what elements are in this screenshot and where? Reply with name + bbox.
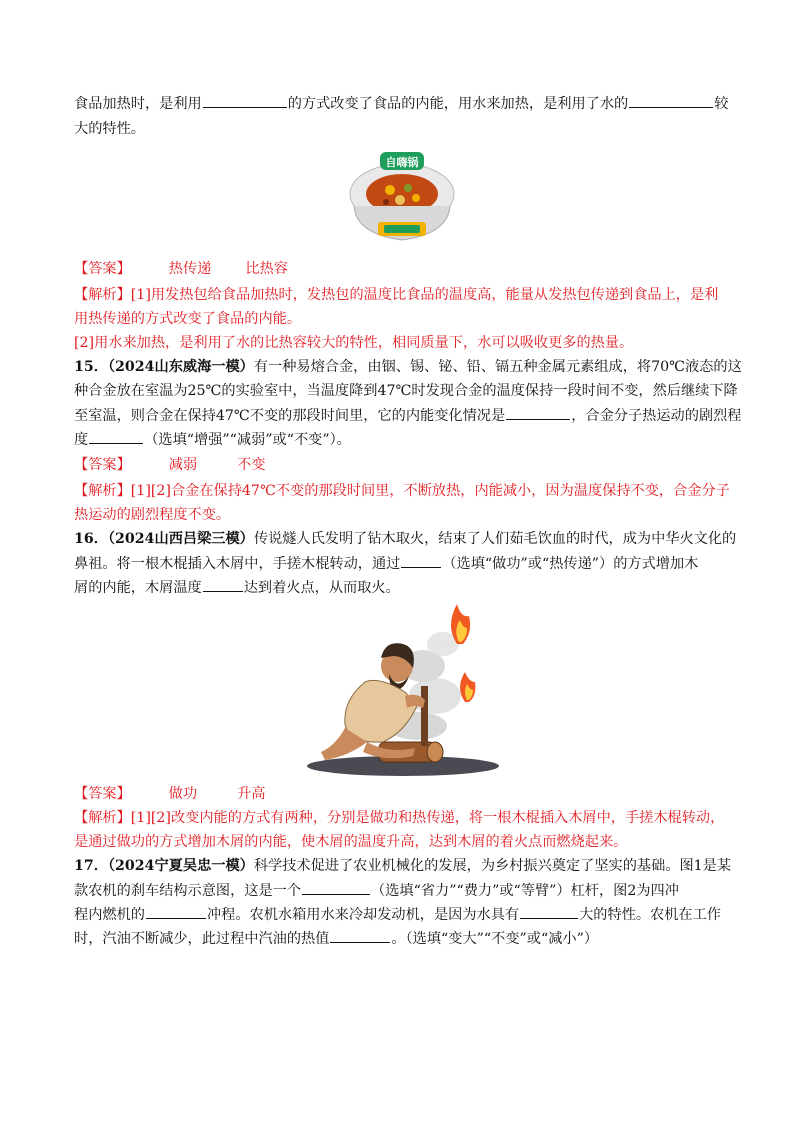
q15-text-line-2: 种合金放在室温为25℃的实验室中，当温度降到47℃时发现合金的温度保持一段时间不变，然后继续下降 bbox=[74, 383, 738, 399]
q14-text-line-1: 食品加热时，是利用 的方式改变了食品的内能，用水来加热，是利用了水的 较 bbox=[74, 93, 728, 114]
q15-explanation-2: 热运动的剧烈程度不变。 bbox=[74, 507, 231, 523]
answer-blank bbox=[146, 904, 206, 919]
self-heating-bowl-image bbox=[348, 150, 456, 246]
q15-explanation-1: 【解析】[1][2]合金在保持47℃不变的那段时间里，不断放热，内能减小，因为温度保持不变，合金分子 bbox=[74, 483, 730, 499]
q15-text-line-4: 度 （选填“增强”“减弱”或“不变”）。 bbox=[74, 429, 351, 450]
answer-blank bbox=[330, 928, 390, 943]
q16-text-line-1: 16．（2024山西吕梁三模）传说燧人氏发明了钻木取火，结束了人们茹毛饮血的时代，成为中华火文化的 bbox=[74, 531, 737, 547]
q15-answer: 【答案】 减弱 不变 bbox=[74, 457, 266, 473]
q14-explanation-3: [2]用水来加热，是利用了水的比热容较大的特性，相同质量下，水可以吸收更多的热量。 bbox=[74, 335, 634, 351]
answer-blank bbox=[629, 93, 713, 108]
q14-text-line-2: 大的特性。 bbox=[74, 121, 145, 137]
q16-answer: 【答案】 做功 升高 bbox=[74, 786, 266, 802]
bowl-brand-label: 自嗨锅 bbox=[385, 156, 419, 169]
answer-blank bbox=[203, 93, 287, 108]
q17-text-line-1: 17．（2024宁夏吴忠一模）科学技术促进了农业机械化的发展，为乡村振兴奠定了坚实的基础。图1是某 bbox=[74, 858, 732, 874]
answer-blank bbox=[506, 405, 570, 420]
q15-text-line-1: 15．（2024山东威海一模）有一种易熔合金，由铟、锡、铋、铅、镉五种金属元素组成，将70℃液态的这 bbox=[74, 359, 742, 375]
answer-blank bbox=[89, 429, 143, 444]
q17-text-line-2: 款农机的刹车结构示意图，这是一个 （选填“省力”“费力”或“等臂”）杠杆，图2为四冲 bbox=[74, 880, 679, 901]
q15-text-line-3: 至室温，则合金在保持47℃不变的那段时间里，它的内能变化情况是 ，合金分子热运动的剧烈程 bbox=[74, 405, 741, 426]
q14-answer: 【答案】 热传递 比热容 bbox=[74, 261, 288, 277]
q17-text-line-3: 程内燃机的 冲程。农机水箱用水来冷却发动机，是因为水具有 大的特性。农机在工作 bbox=[74, 904, 721, 925]
q17-text-line-4: 时，汽油不断减少，此过程中汽油的热值 。（选填“变大”“不变”或“减小”） bbox=[74, 928, 598, 949]
q16-text-line-3: 屑的内能，木屑温度 达到着火点，从而取火。 bbox=[74, 577, 400, 598]
q16-explanation-1: 【解析】[1][2]改变内能的方式有两种，分别是做功和热传递，将一根木棍插入木屑中，手搓木棍转动， bbox=[74, 810, 725, 826]
q16-explanation-2: 是通过做功的方式增加木屑的内能，使木屑的温度升高，达到木屑的着火点而燃烧起来。 bbox=[74, 834, 628, 850]
answer-blank bbox=[520, 904, 578, 919]
answer-blank bbox=[203, 577, 243, 592]
fire-drilling-illustration bbox=[305, 596, 501, 778]
q14-explanation-1: 【解析】[1]用发热包给食品加热时，发热包的温度比食品的温度高，能量从发热包传递到食品上，是利 bbox=[74, 287, 719, 303]
q16-text-line-2: 鼻祖。将一根木棍插入木屑中，手搓木棍转动，通过 （选填“做功”或“热传递”）的方式增加木 bbox=[74, 553, 698, 574]
answer-blank bbox=[401, 553, 441, 568]
answer-blank bbox=[302, 880, 370, 895]
q14-explanation-2: 用热传递的方式改变了食品的内能。 bbox=[74, 311, 302, 327]
